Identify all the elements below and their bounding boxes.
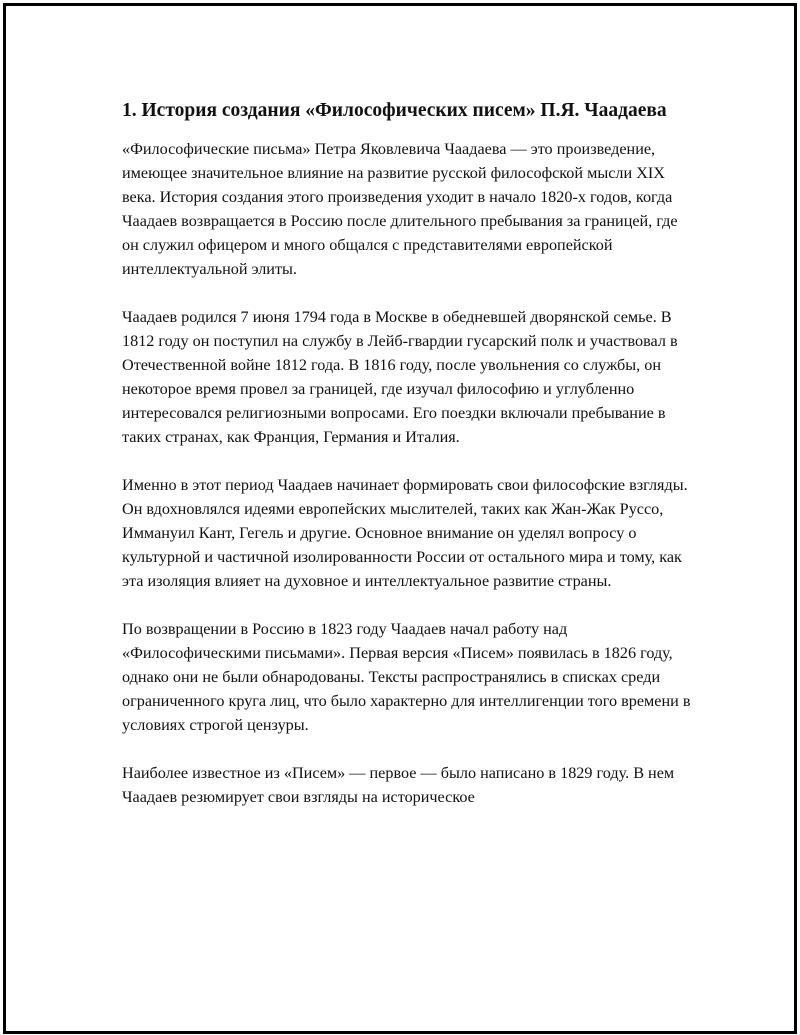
paragraph-3: Именно в этот период Чаадаев начинает формировать свои философские взгляды. Он вдохновлялся идеями европейских мыслителей, таких как Жан-Жак Руссо, Иммануил Кант, Гегель и другие. Основное внимание он уделял вопросу о культурной и частичной изолированности России от остального мира и тому, как эта изоляция влияет на духовное и интеллектуальное развитие страны.: [122, 476, 688, 590]
document-body: [122, 96, 692, 809]
paragraph-2: Чаадаев родился 7 июня 1794 года в Москве в обедневшей дворянской семье. В 1812 году он поступил на службу в Лейб-гвардии гусарский полк и участвовал в Отечественной войне 1812 года. В 1816 году, после увольнения со службы, он некоторое время провел за границей, где изучал философию и углубленно интересовался религиозными вопросами. Его поездки включали пребывание в таких странах, как Франция, Германия и Италия.: [122, 308, 678, 446]
page-frame: [3, 3, 797, 1034]
paragraph-1: «Философические письма» Петра Яковлевича Чаадаева — это произведение, имеющее значительное влияние на развитие русской философской мысли XIX века. История создания этого произведения уходит в начало 1820-х годов, когда Чаадаев возвращается в Россию после длительного пребывания за границей, где он служил офицером и много общался с представителями европейской интеллектуальной элиты.: [122, 140, 678, 278]
paragraph-5: Наиболее известное из «Писем» — первое — было написано в 1829 году. В нем Чаадаев резюмирует свои взгляды на историческое: [122, 764, 675, 806]
paragraph-4: По возвращении в Россию в 1823 году Чаадаев начал работу над «Философическими письмами». Первая версия «Писем» появилась в 1826 году, однако они не были обнародованы. Тексты распространялись в списках среди ограниченного круга лиц, что было характерно для интеллигенции того времени в условиях строгой цензуры.: [122, 620, 691, 734]
section-heading: 1. История создания «Философических писем» П.Я. Чаадаева: [122, 100, 667, 121]
